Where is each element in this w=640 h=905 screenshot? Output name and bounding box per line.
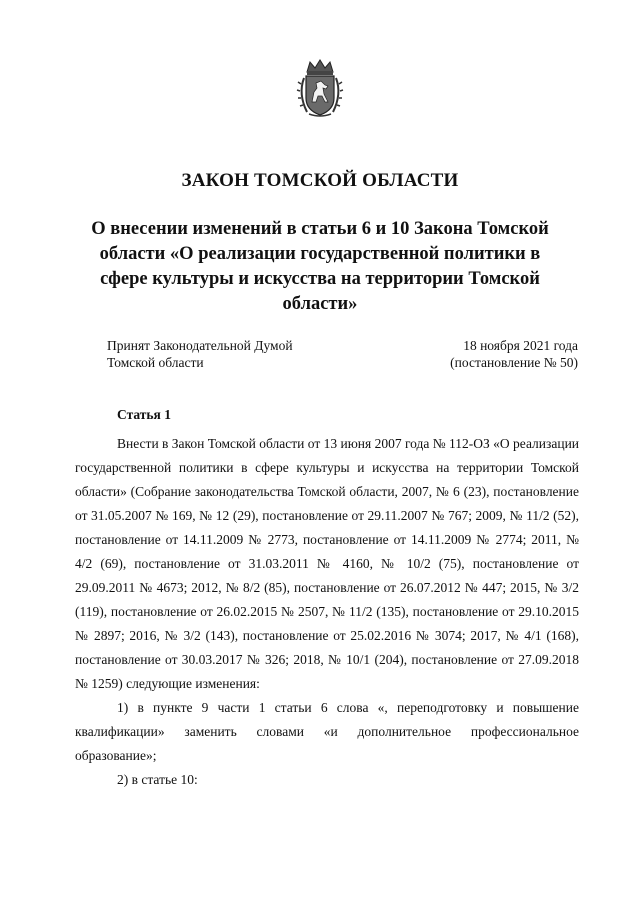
- adopted-by: [107, 337, 293, 371]
- resolution-number: (постановление № 50): [450, 355, 578, 370]
- article-heading: Статья 1: [117, 407, 171, 422]
- adopted-by-line-2: Томской области: [107, 355, 204, 370]
- article-paragraph: Внести в Закон Томской области от 13 июня 2007 года № 112-ОЗ «О реализации государственной политики в сфере культуры и искусства на территории Томской области» (Собрание законодательства Томской области, 2007, № 6 (23), постановление от 31.05.2007 № 169, № 12 (29), постановление от 29.11.2007 № 767; 2009, № 11/2 (52), постановление от 14.11.2009 № 2773, постановление от 14.11.2009 № 2774; 2011, № 4/2 (69), постановление от 31.03.2011 № 4160, № 10/2 (75), постановление от 29.09.2011 № 4673; 2012, № 8/2 (85), постановление от 26.07.2012 № 447; 2015, № 3/2 (119), постановление от 26.02.2015 № 2507, № 11/2 (135), постановление от 29.10.2015 № 2897; 2016, № 3/2 (143), постановление от 25.02.2016 № 3074; 2017, № 4/1 (168), постановление от 30.03.2017 № 326; 2018, № 10/1 (204), постановление от 27.09.2018 № 1259) следующие изменения:: [75, 436, 580, 691]
- article-paragraph: 1) в пункте 9 части 1 статьи 6 слова «, переподготовку и повышение квалификации» заменить словами «и дополнительное профессиональное образование»;: [75, 700, 579, 763]
- adoption-date-block: [450, 337, 578, 371]
- article-paragraph: 2) в статье 10:: [117, 772, 198, 787]
- adopted-by-line-1: Принят Законодательной Думой: [107, 338, 293, 353]
- tomsk-coat-of-arms-icon: [295, 58, 345, 118]
- article-body: [75, 432, 579, 792]
- adoption-date: 18 ноября 2021 года: [463, 338, 578, 353]
- law-title: ЗАКОН ТОМСКОЙ ОБЛАСТИ: [181, 170, 459, 191]
- law-subtitle: О внесении изменений в статьи 6 и 10 Закона Томской области «О реализации государственной политики в сфере культуры и искусства на территории Томской области»: [91, 219, 549, 314]
